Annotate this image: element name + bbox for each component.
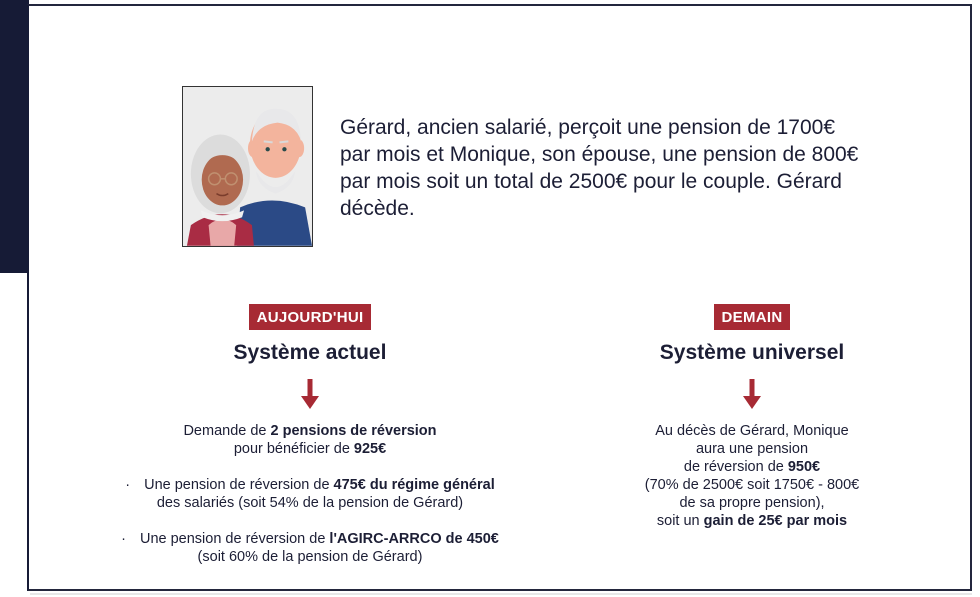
desc-line-1: Au décès de Gérard, Monique <box>655 423 849 439</box>
universal-system-column <box>522 304 980 530</box>
summary-bold-2: 925€ <box>353 441 387 457</box>
desc-line-2: aura une pension <box>695 441 809 457</box>
bullet-mark: · <box>121 531 126 547</box>
current-system-column <box>80 304 540 566</box>
bullet1-bold: 475€ du régime général <box>333 477 495 493</box>
story-text: Gérard, ancien salarié, perçoit une pension de 1700€ par mois et Monique, son épouse, une pension de 800€ par mois soit un total de 2500€ pour le couple. Gérard décède. <box>340 116 859 220</box>
today-badge: AUJOURD'HUI <box>249 304 372 330</box>
tomorrow-badge: DEMAIN <box>714 304 791 330</box>
arrow-down-icon <box>743 379 761 409</box>
bottom-divider <box>30 593 972 595</box>
bullet-mark: · <box>125 477 131 493</box>
desc-line-4: (70% de 2500€ soit 1750€ - 800€ <box>644 477 860 493</box>
summary-text-1: Demande de <box>183 423 271 439</box>
arrow-down-icon <box>301 379 319 409</box>
desc-line-3: de réversion de <box>683 459 788 475</box>
elderly-couple-illustration <box>182 86 313 247</box>
bullet-regime-general <box>80 476 540 512</box>
desc-line-5: de sa propre pension), <box>679 495 825 511</box>
bullet2-text: Une pension de réversion de <box>139 531 330 547</box>
desc-line-3-bold: 950€ <box>787 459 821 475</box>
universal-system-title: Système universel <box>659 341 845 364</box>
bullet-agirc-arrco <box>80 530 540 566</box>
current-system-summary <box>80 422 540 458</box>
bullet2-detail: (soit 60% de la pension de Gérard) <box>197 549 423 565</box>
desc-line-6: soit un <box>656 513 704 529</box>
bullet1-text: Une pension de réversion de <box>144 477 334 493</box>
summary-bold-1: 2 pensions de réversion <box>270 423 437 439</box>
desc-line-6-bold: gain de 25€ par mois <box>703 513 848 529</box>
current-system-title: Système actuel <box>233 341 387 364</box>
bullet1-detail: des salariés (soit 54% de la pension de Gérard) <box>156 495 464 511</box>
left-accent-bar <box>0 0 29 273</box>
bullet2-bold: l'AGIRC-ARRCO de 450€ <box>329 531 499 547</box>
universal-system-description <box>522 422 980 530</box>
summary-text-2: pour bénéficier de <box>233 441 354 457</box>
